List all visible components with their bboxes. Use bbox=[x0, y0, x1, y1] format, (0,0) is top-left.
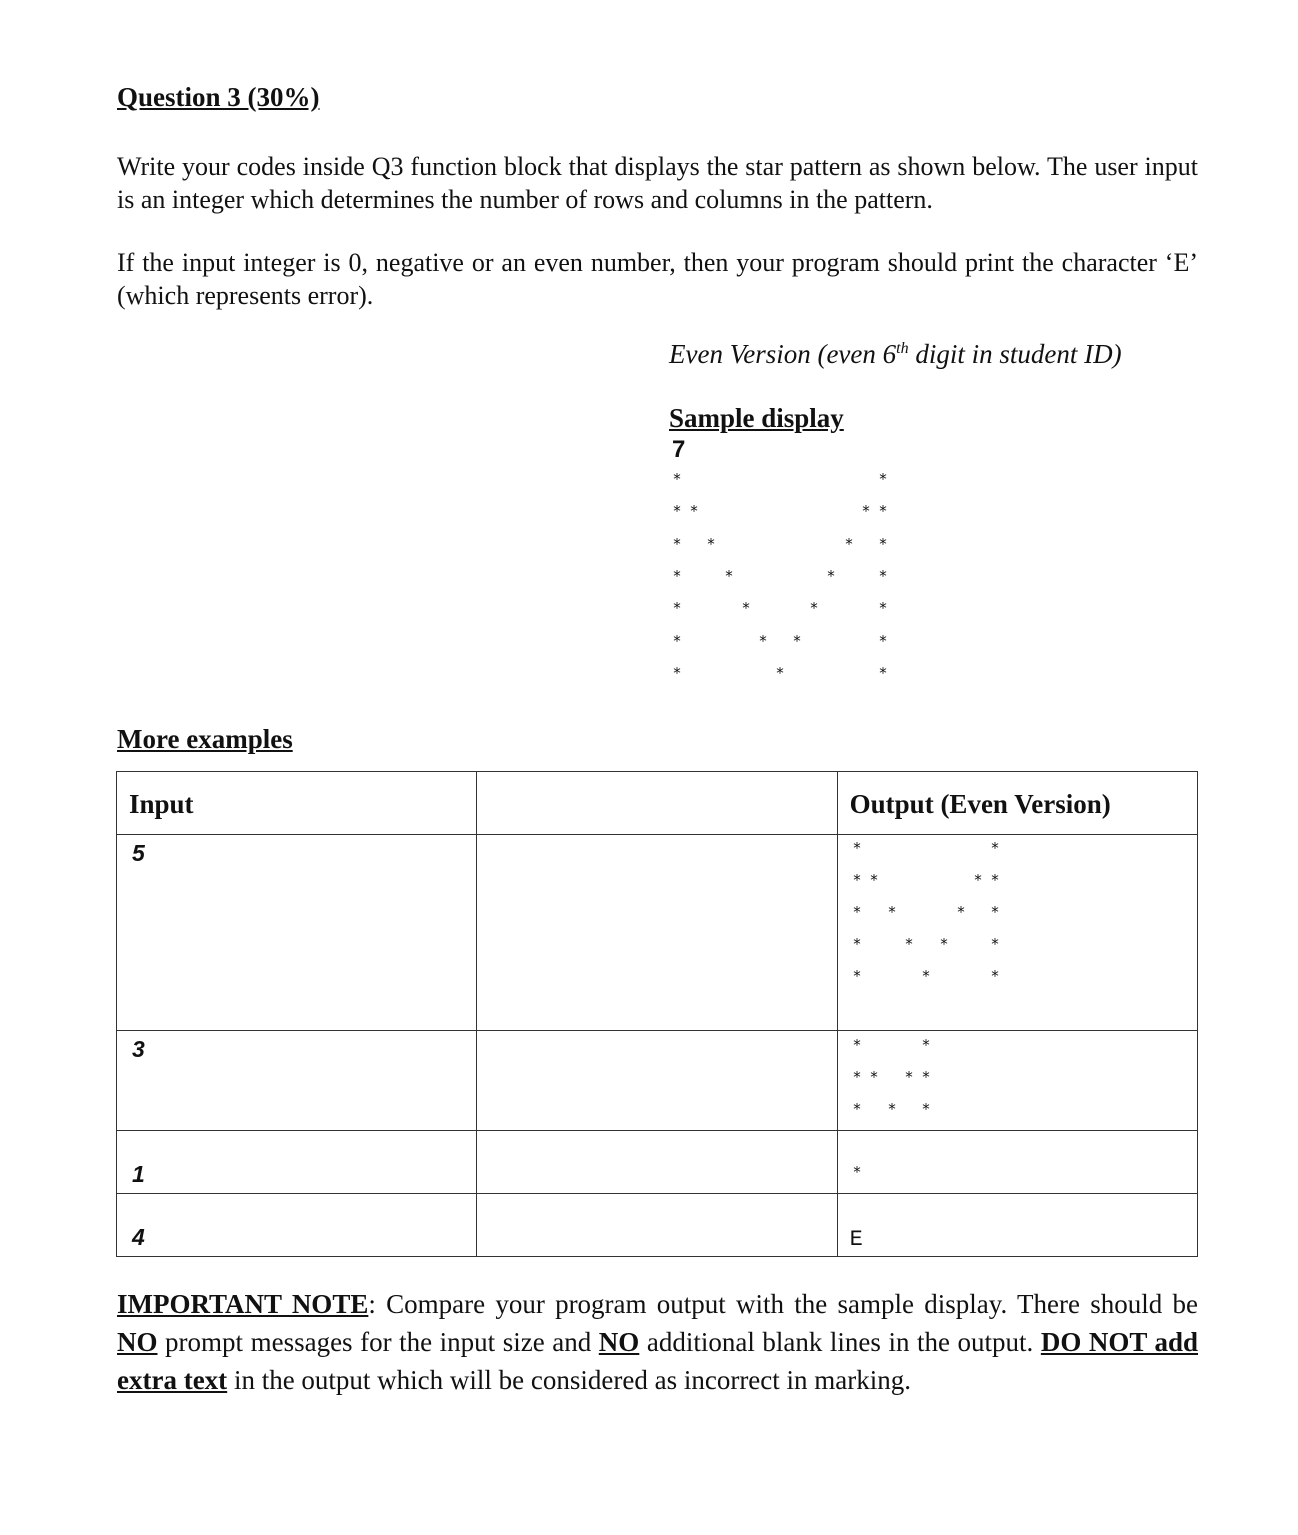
header-output: Output (Even Version) bbox=[849, 789, 1111, 819]
star-glyph: * bbox=[853, 1068, 861, 1086]
star-glyph: * bbox=[853, 839, 861, 857]
table-row bbox=[117, 835, 1198, 1031]
input-cell bbox=[117, 1131, 477, 1194]
star-glyph: * bbox=[690, 502, 698, 520]
important-note: IMPORTANT NOTE: Compare your program output with the sample display. There should be NO prompt messages for the input size and NO additional blank lines in the output. DO NOT add extra text in the output which will be considered as incorrect in marking. bbox=[117, 1289, 1198, 1395]
input-cell bbox=[117, 1194, 477, 1257]
question-heading: Question 3 (30%) bbox=[117, 82, 320, 112]
note-no-emphasis: NO bbox=[598, 1327, 640, 1357]
examples-table bbox=[116, 771, 1198, 1257]
header-input: Input bbox=[129, 789, 194, 819]
star-glyph: * bbox=[922, 1100, 930, 1118]
star-glyph: * bbox=[673, 567, 681, 585]
star-glyph: * bbox=[870, 871, 878, 889]
star-glyph: * bbox=[707, 535, 715, 553]
star-glyph: * bbox=[673, 535, 681, 553]
empty-cell bbox=[477, 1031, 837, 1131]
output-cell bbox=[837, 835, 1197, 1031]
more-examples-title: More examples bbox=[117, 724, 293, 754]
star-glyph: * bbox=[991, 903, 999, 921]
star-glyph: * bbox=[673, 632, 681, 650]
star-glyph: * bbox=[991, 935, 999, 953]
star-glyph: * bbox=[888, 1100, 896, 1118]
sample-display-title: Sample display bbox=[669, 403, 844, 433]
output-cell bbox=[837, 1194, 1197, 1257]
error-rule-paragraph: If the input integer is 0, negative or an even number, then your program should print the character ‘E’ (which represents error). bbox=[117, 248, 1198, 310]
input-value: 4 bbox=[132, 1224, 145, 1250]
star-glyph: * bbox=[776, 664, 784, 682]
table-row bbox=[117, 1194, 1198, 1257]
star-glyph: * bbox=[940, 935, 948, 953]
note-do-not-emphasis: DO NOT add extra text bbox=[117, 1327, 1198, 1395]
empty-cell bbox=[477, 835, 837, 1031]
star-glyph: * bbox=[991, 871, 999, 889]
input-value: 1 bbox=[132, 1161, 145, 1187]
star-glyph: * bbox=[905, 935, 913, 953]
star-glyph: * bbox=[879, 535, 887, 553]
star-glyph: * bbox=[853, 903, 861, 921]
empty-cell bbox=[477, 1131, 837, 1194]
star-glyph: * bbox=[922, 967, 930, 985]
star-glyph: * bbox=[742, 599, 750, 617]
star-glyph: * bbox=[673, 599, 681, 617]
instructions-paragraph: Write your codes inside Q3 function block that displays the star pattern as shown below. The user input is an integer which determines the number of rows and columns in the pattern. bbox=[117, 152, 1198, 214]
star-glyph: * bbox=[922, 1068, 930, 1086]
note-lead: IMPORTANT NOTE bbox=[117, 1289, 369, 1319]
star-glyph: * bbox=[853, 967, 861, 985]
header-empty-cell bbox=[477, 772, 837, 835]
note-no-emphasis: NO bbox=[117, 1327, 158, 1357]
version-label: Even Version (even 6th digit in student ID) bbox=[669, 339, 1122, 369]
star-glyph: * bbox=[853, 935, 861, 953]
star-glyph: * bbox=[922, 1036, 930, 1054]
header-output-cell bbox=[837, 772, 1197, 835]
sample-input-value: 7 bbox=[672, 436, 686, 463]
star-glyph: * bbox=[905, 1068, 913, 1086]
output-cell bbox=[837, 1131, 1197, 1194]
star-glyph: * bbox=[888, 903, 896, 921]
star-glyph: * bbox=[870, 1068, 878, 1086]
star-glyph: * bbox=[853, 1100, 861, 1118]
star-glyph: * bbox=[827, 567, 835, 585]
table-header-row bbox=[117, 772, 1198, 835]
star-glyph: * bbox=[879, 502, 887, 520]
error-output: E bbox=[849, 1227, 863, 1252]
table-row bbox=[117, 1031, 1198, 1131]
star-glyph: * bbox=[879, 599, 887, 617]
star-glyph: * bbox=[673, 470, 681, 488]
star-glyph: * bbox=[879, 664, 887, 682]
star-glyph: * bbox=[853, 1036, 861, 1054]
star-glyph: * bbox=[810, 599, 818, 617]
star-glyph: * bbox=[879, 470, 887, 488]
input-cell bbox=[117, 835, 477, 1031]
star-glyph: * bbox=[991, 839, 999, 857]
input-cell bbox=[117, 1031, 477, 1131]
star-glyph: * bbox=[845, 535, 853, 553]
input-value: 5 bbox=[132, 840, 145, 866]
star-glyph: * bbox=[991, 967, 999, 985]
empty-cell bbox=[477, 1194, 837, 1257]
star-glyph: * bbox=[853, 871, 861, 889]
star-glyph: * bbox=[673, 502, 681, 520]
star-glyph: * bbox=[879, 567, 887, 585]
star-glyph: * bbox=[974, 871, 982, 889]
input-value: 3 bbox=[132, 1036, 145, 1062]
star-glyph: * bbox=[879, 632, 887, 650]
star-glyph: * bbox=[957, 903, 965, 921]
star-glyph: * bbox=[862, 502, 870, 520]
star-glyph: * bbox=[725, 567, 733, 585]
star-glyph: * bbox=[759, 632, 767, 650]
header-input-cell bbox=[117, 772, 477, 835]
star-glyph: * bbox=[853, 1163, 861, 1181]
star-glyph: * bbox=[673, 664, 681, 682]
table-row bbox=[117, 1131, 1198, 1194]
star-glyph: * bbox=[793, 632, 801, 650]
